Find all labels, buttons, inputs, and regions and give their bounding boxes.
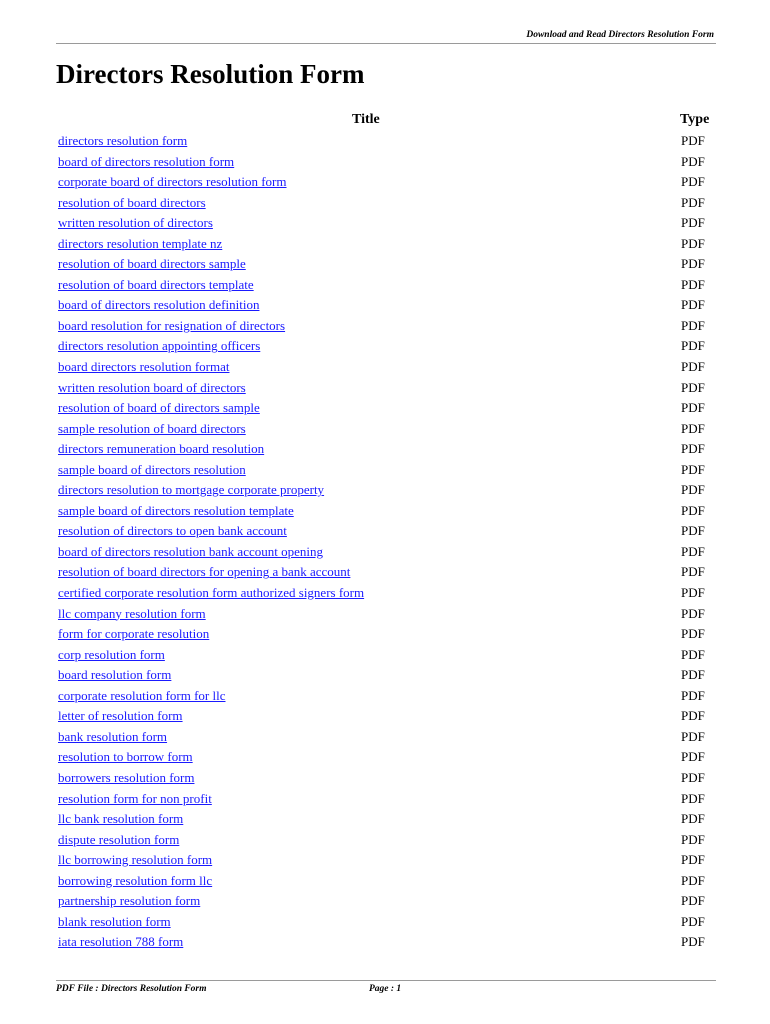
file-type-label: PDF bbox=[681, 831, 705, 847]
file-type-label: PDF bbox=[681, 934, 705, 950]
file-type-label: PDF bbox=[681, 420, 705, 436]
file-type-label: PDF bbox=[681, 585, 705, 601]
list-item bbox=[58, 255, 718, 276]
list-item bbox=[58, 235, 718, 256]
file-type-label: PDF bbox=[681, 667, 705, 683]
file-type-label: PDF bbox=[681, 769, 705, 785]
list-item bbox=[58, 461, 718, 482]
header-divider bbox=[56, 43, 716, 44]
list-item bbox=[58, 666, 718, 687]
file-type-label: PDF bbox=[681, 297, 705, 313]
file-type-label: PDF bbox=[681, 317, 705, 333]
list-item bbox=[58, 440, 718, 461]
file-type-label: PDF bbox=[681, 687, 705, 703]
list-item bbox=[58, 872, 718, 893]
file-type-label: PDF bbox=[681, 728, 705, 744]
list-item bbox=[58, 748, 718, 769]
file-type-label: PDF bbox=[681, 811, 705, 827]
document-title-link[interactable]: resolution of board directors bbox=[58, 194, 206, 210]
list-item bbox=[58, 173, 718, 194]
list-item bbox=[58, 337, 718, 358]
document-title-link[interactable]: letter of resolution form bbox=[58, 708, 183, 724]
list-item bbox=[58, 214, 718, 235]
document-title-link[interactable]: board of directors resolution bank account opening bbox=[58, 543, 323, 559]
file-type-label: PDF bbox=[681, 872, 705, 888]
list-item bbox=[58, 317, 718, 338]
file-type-label: PDF bbox=[681, 379, 705, 395]
column-header-type: Type bbox=[680, 112, 710, 127]
file-type-label: PDF bbox=[681, 441, 705, 457]
document-title-link[interactable]: corporate resolution form for llc bbox=[58, 687, 226, 703]
file-type-label: PDF bbox=[681, 564, 705, 580]
document-list bbox=[58, 132, 718, 954]
document-title-link[interactable]: resolution of board directors for opening a bank account bbox=[58, 564, 351, 580]
list-item bbox=[58, 584, 718, 605]
document-title-link[interactable]: corp resolution form bbox=[58, 646, 165, 662]
document-title-link[interactable]: resolution of directors to open bank account bbox=[58, 523, 287, 539]
document-title-link[interactable]: llc bank resolution form bbox=[58, 811, 184, 827]
document-title-link[interactable]: certified corporate resolution form authorized signers form bbox=[58, 585, 365, 601]
document-title-link[interactable]: form for corporate resolution bbox=[58, 626, 210, 642]
document-title-link[interactable]: written resolution of directors bbox=[58, 215, 213, 231]
file-type-label: PDF bbox=[681, 256, 705, 272]
document-title-link[interactable]: dispute resolution form bbox=[58, 831, 180, 847]
document-title-link[interactable]: board directors resolution format bbox=[58, 359, 230, 375]
file-type-label: PDF bbox=[681, 790, 705, 806]
file-type-label: PDF bbox=[681, 133, 705, 148]
file-type-label: PDF bbox=[681, 523, 705, 539]
list-item bbox=[58, 625, 718, 646]
list-item bbox=[58, 358, 718, 379]
list-item bbox=[58, 790, 718, 811]
list-item bbox=[58, 810, 718, 831]
footer-file-label: PDF File : Directors Resolution Form bbox=[56, 984, 207, 994]
file-type-label: PDF bbox=[681, 749, 705, 765]
list-item bbox=[58, 831, 718, 852]
document-title-link[interactable]: borrowers resolution form bbox=[58, 769, 195, 785]
file-type-label: PDF bbox=[681, 502, 705, 518]
document-title-link[interactable]: resolution to borrow form bbox=[58, 749, 193, 765]
list-item bbox=[58, 481, 718, 502]
file-type-label: PDF bbox=[681, 482, 705, 498]
file-type-label: PDF bbox=[681, 400, 705, 416]
document-title-link[interactable]: resolution form for non profit bbox=[58, 790, 212, 806]
file-type-label: PDF bbox=[681, 543, 705, 559]
file-type-label: PDF bbox=[681, 626, 705, 642]
document-title-link[interactable]: llc borrowing resolution form bbox=[58, 852, 213, 868]
list-item bbox=[58, 707, 718, 728]
document-title-link[interactable]: board resolution for resignation of directors bbox=[58, 317, 286, 333]
file-type-label: PDF bbox=[681, 194, 705, 210]
list-item bbox=[58, 522, 718, 543]
document-title-link[interactable]: directors resolution to mortgage corporate property bbox=[58, 482, 325, 498]
file-type-label: PDF bbox=[681, 235, 705, 251]
file-type-label: PDF bbox=[681, 893, 705, 909]
list-item bbox=[58, 379, 718, 400]
document-title-link[interactable]: directors resolution appointing officers bbox=[58, 338, 261, 354]
document-title: Directors Resolution Form bbox=[56, 59, 365, 89]
document-title-link[interactable]: directors resolution template nz bbox=[58, 235, 223, 251]
list-item bbox=[58, 892, 718, 913]
list-item bbox=[58, 296, 718, 317]
file-type-label: PDF bbox=[681, 913, 705, 929]
list-item bbox=[58, 194, 718, 215]
footer-divider bbox=[56, 980, 716, 981]
list-item bbox=[58, 646, 718, 667]
document-title-link[interactable]: sample resolution of board directors bbox=[58, 420, 246, 436]
list-item bbox=[58, 420, 718, 441]
document-title-link[interactable]: blank resolution form bbox=[58, 913, 171, 929]
file-type-label: PDF bbox=[681, 174, 705, 190]
file-type-label: PDF bbox=[681, 215, 705, 231]
file-type-label: PDF bbox=[681, 605, 705, 621]
file-type-label: PDF bbox=[681, 461, 705, 477]
document-title-link[interactable]: sample board of directors resolution bbox=[58, 461, 246, 477]
list-item bbox=[58, 933, 718, 954]
document-title-link[interactable]: sample board of directors resolution template bbox=[58, 502, 294, 518]
list-item bbox=[58, 153, 718, 174]
document-title-link[interactable]: board resolution form bbox=[58, 667, 172, 683]
list-item bbox=[58, 399, 718, 420]
list-item bbox=[58, 913, 718, 934]
document-title-link[interactable]: bank resolution form bbox=[58, 728, 168, 744]
document-title-link[interactable]: iata resolution 788 form bbox=[58, 934, 184, 950]
file-type-label: PDF bbox=[681, 276, 705, 292]
list-item bbox=[58, 502, 718, 523]
document-title-link[interactable]: resolution of board directors template bbox=[58, 276, 254, 292]
document-title-link[interactable]: board of directors resolution definition bbox=[58, 297, 260, 313]
file-type-label: PDF bbox=[681, 153, 705, 169]
list-item bbox=[58, 728, 718, 749]
document-title-link[interactable]: corporate board of directors resolution form bbox=[58, 174, 287, 190]
list-item bbox=[58, 276, 718, 297]
file-type-label: PDF bbox=[681, 852, 705, 868]
running-header: Download and Read Directors Resolution Form bbox=[526, 30, 714, 40]
document-title-link[interactable]: written resolution board of directors bbox=[58, 379, 246, 395]
file-type-label: PDF bbox=[681, 359, 705, 375]
file-type-label: PDF bbox=[681, 708, 705, 724]
document-title-link[interactable]: board of directors resolution form bbox=[58, 153, 235, 169]
document-title-link[interactable]: resolution of board directors sample bbox=[58, 256, 246, 272]
list-item bbox=[58, 769, 718, 790]
list-item bbox=[58, 605, 718, 626]
document-title-link[interactable]: borrowing resolution form llc bbox=[58, 872, 213, 888]
document-title-link[interactable]: llc company resolution form bbox=[58, 605, 206, 621]
list-item bbox=[58, 851, 718, 872]
file-type-label: PDF bbox=[681, 646, 705, 662]
document-title-link[interactable]: directors resolution form bbox=[58, 133, 188, 148]
document-title-link[interactable]: resolution of board of directors sample bbox=[58, 400, 260, 416]
list-item bbox=[58, 687, 718, 708]
list-item bbox=[58, 132, 718, 153]
file-type-label: PDF bbox=[681, 338, 705, 354]
document-title-link[interactable]: directors remuneration board resolution bbox=[58, 441, 265, 457]
column-header-title: Title bbox=[352, 112, 380, 127]
document-title-link[interactable]: partnership resolution form bbox=[58, 893, 201, 909]
footer-page-label: Page : 1 bbox=[369, 984, 402, 994]
list-item bbox=[58, 563, 718, 584]
list-item bbox=[58, 543, 718, 564]
